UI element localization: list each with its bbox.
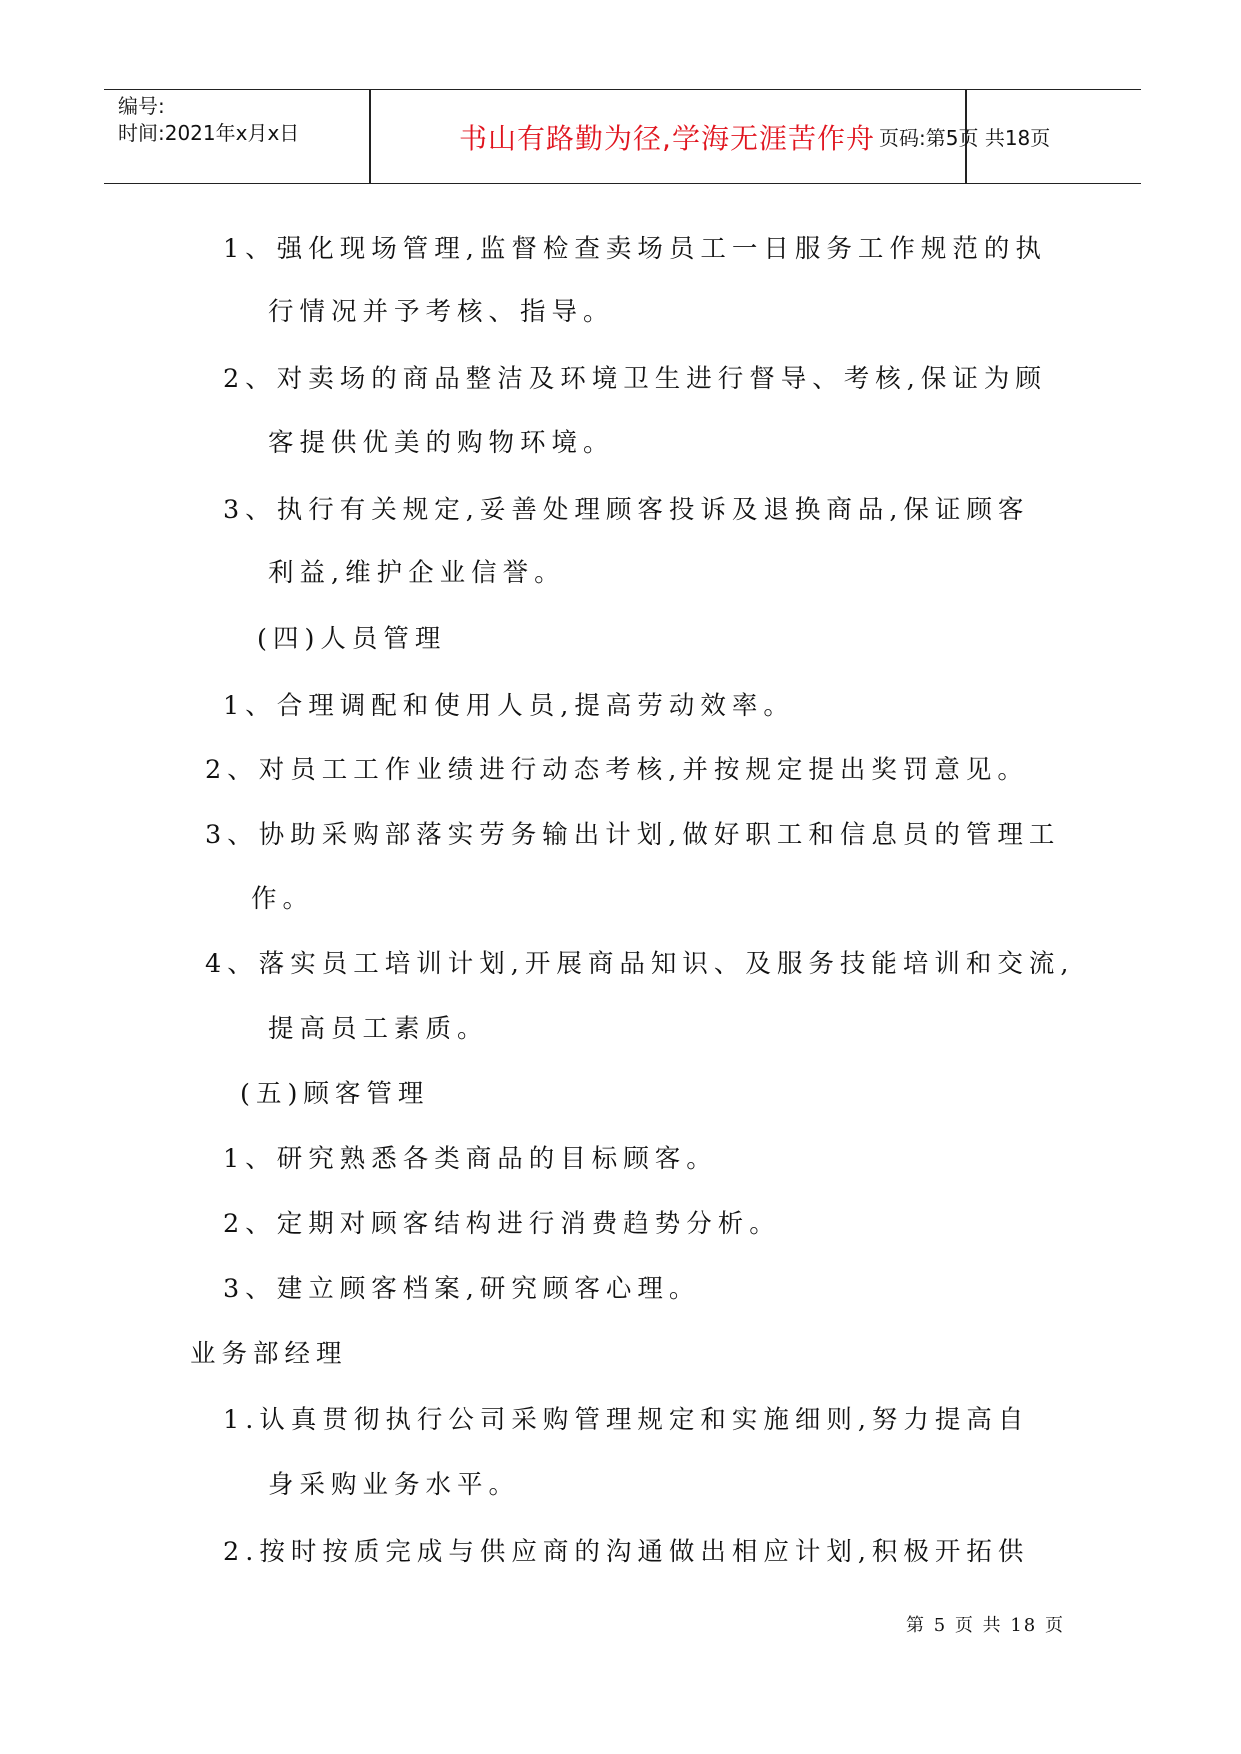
body-line: 1、研究熟悉各类商品的目标顾客。 bbox=[223, 1144, 718, 1174]
body-line: 2、对卖场的商品整洁及环境卫生进行督导、考核,保证为顾 bbox=[223, 364, 1047, 394]
page-footer: 第 5 页 共 18 页 bbox=[906, 1615, 1065, 1636]
body-line: 2、定期对顾客结构进行消费趋势分析。 bbox=[223, 1209, 781, 1239]
time-label: 时间:2021年x月x日 bbox=[118, 121, 300, 145]
section-heading: 业务部经理 bbox=[190, 1339, 348, 1369]
body-line: 4、落实员工培训计划,开展商品知识、及服务技能培训和交流, bbox=[205, 949, 1075, 979]
body-line: 3、执行有关规定,妥善处理顾客投诉及退换商品,保证顾客 bbox=[223, 495, 1030, 525]
body-line: 1、合理调配和使用人员,提高劳动效率。 bbox=[223, 691, 795, 721]
header-page-info: 页码:第5页 共18页 bbox=[879, 126, 1051, 150]
page-header bbox=[104, 89, 1141, 184]
body-line: 利益,维护企业信誉。 bbox=[268, 558, 566, 588]
header-motto: 书山有路勤为径,学海无涯苦作舟 bbox=[459, 121, 875, 155]
body-line: 1、强化现场管理,监督检查卖场员工一日服务工作规范的执 bbox=[223, 234, 1047, 264]
body-line: 2.按时按质完成与供应商的沟通做出相应计划,积极开拓供 bbox=[223, 1537, 1030, 1567]
body-line: 行情况并予考核、指导。 bbox=[268, 297, 615, 327]
body-line: 提高员工素质。 bbox=[268, 1014, 489, 1044]
body-line: 作。 bbox=[251, 884, 315, 914]
section-heading: (五)顾客管理 bbox=[240, 1079, 430, 1109]
body-line: 3、建立顾客档案,研究顾客心理。 bbox=[223, 1274, 701, 1304]
section-heading: (四)人员管理 bbox=[257, 624, 447, 654]
number-label: 编号: bbox=[118, 94, 165, 118]
body-line: 1.认真贯彻执行公司采购管理规定和实施细则,努力提高自 bbox=[223, 1405, 1030, 1435]
body-line: 3、协助采购部落实劳务输出计划,做好职工和信息员的管理工 bbox=[205, 820, 1061, 850]
body-line: 2、对员工工作业绩进行动态考核,并按规定提出奖罚意见。 bbox=[205, 755, 1029, 785]
body-line: 客提供优美的购物环境。 bbox=[268, 428, 615, 458]
header-meta bbox=[118, 90, 368, 183]
body-line: 身采购业务水平。 bbox=[268, 1470, 521, 1500]
